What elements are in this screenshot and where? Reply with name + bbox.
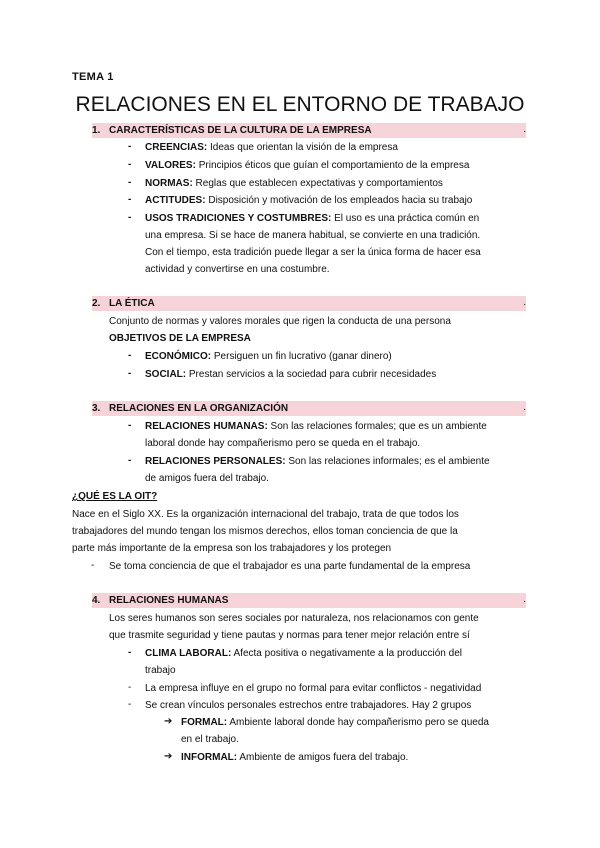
list-item-continuation: trabajo <box>145 665 176 676</box>
arrow-bullet-icon: ➔ <box>164 716 173 727</box>
list-item: Se toma conciencia de que el trabajador es una parte fundamental de la empresa <box>109 561 471 572</box>
list-item: RELACIONES PERSONALES: Son las relaciones informales; es el ambiente <box>145 456 490 467</box>
bullet-dash: - <box>128 194 132 205</box>
bullet-dash: - <box>128 647 132 658</box>
sub-list-item-continuation: en el trabajo. <box>181 734 239 745</box>
paragraph-line: Los seres humanos son seres sociales por naturaleza, nos relacionamos con gente <box>109 613 479 624</box>
section-title: RELACIONES EN LA ORGANIZACIÓN <box>109 403 289 414</box>
section-title: LA ÉTICA <box>109 298 155 309</box>
list-item: La empresa influye en el grupo no formal para evitar conflictos - negatividad <box>145 683 482 694</box>
list-item: CREENCIAS: Ideas que orientan la visión de la empresa <box>145 142 398 153</box>
section-number: 1. <box>92 125 101 136</box>
bullet-dash: - <box>128 699 132 710</box>
section-2-heading <box>92 296 526 311</box>
bullet-dash: - <box>128 141 132 152</box>
tema-label: TEMA 1 <box>72 71 114 83</box>
list-item: USOS TRADICIONES Y COSTUMBRES: El uso es una práctica común en <box>145 213 480 224</box>
bullet-dash: - <box>128 159 132 170</box>
section-title: RELACIONES HUMANAS <box>109 595 229 606</box>
bullet-dash: - <box>128 682 132 693</box>
bullet-dash: - <box>91 560 95 571</box>
paragraph-line: que trasmite seguridad y tiene pautas y normas para tener mejor relación entre sí <box>109 630 470 641</box>
bullet-dash: - <box>128 420 132 431</box>
arrow-bullet-icon: ➔ <box>164 751 173 762</box>
bullet-dash: - <box>128 177 132 188</box>
list-item-continuation: actividad y convertirse en una costumbre. <box>145 264 330 275</box>
section-title: CARACTERÍSTICAS DE LA CULTURA DE LA EMPRESA <box>109 125 372 136</box>
section-dot: . <box>523 594 526 605</box>
list-item: VALORES: Principios éticos que guían el comportamiento de la empresa <box>145 160 470 171</box>
list-item: NORMAS: Reglas que establecen expectativas y comportamientos <box>145 178 443 189</box>
list-item: Se crean vínculos personales estrechos entre trabajadores. Hay 2 grupos <box>145 700 472 711</box>
paragraph-line: parte más importante de la empresa son los trabajadores y los protegen <box>72 543 392 554</box>
oit-heading: ¿QUÉ ES LA OIT? <box>72 491 158 502</box>
bullet-dash: - <box>128 212 132 223</box>
section-number: 2. <box>92 298 101 309</box>
bullet-dash: - <box>128 350 132 361</box>
section-number: 4. <box>92 595 101 606</box>
sub-list-item: FORMAL: Ambiente laboral donde hay compañerismo pero se queda <box>181 717 489 728</box>
list-item-continuation: Con el tiempo, esta tradición puede llegar a ser la única forma de hacer esa <box>145 247 481 258</box>
bullet-dash: - <box>128 455 132 466</box>
section-dot: . <box>523 124 526 135</box>
section-3-heading <box>92 401 526 416</box>
list-item: CLIMA LABORAL: Afecta positiva o negativamente a la producción del <box>145 648 462 659</box>
list-item: SOCIAL: Prestan servicios a la sociedad para cubrir necesidades <box>145 369 437 380</box>
section-dot: . <box>523 297 526 308</box>
sub-list-item: INFORMAL: Ambiente de amigos fuera del trabajo. <box>181 752 409 763</box>
paragraph-line: Nace en el Siglo XX. Es la organización internacional del trabajo, trata de que todos los <box>72 509 459 520</box>
bullet-dash: - <box>128 368 132 379</box>
section-4-heading <box>92 593 526 608</box>
list-item: ECONÓMICO: Persiguen un fin lucrativo (ganar dinero) <box>145 351 392 362</box>
section-dot: . <box>523 402 526 413</box>
list-item: RELACIONES HUMANAS: Son las relaciones formales; que es un ambiente <box>145 421 487 432</box>
list-item-continuation: una empresa. Si se hace de manera habitual, se convierte en una tradición. <box>145 230 481 241</box>
list-item-continuation: laboral donde hay compañerismo pero se queda en el trabajo. <box>145 438 421 449</box>
list-item: ACTITUDES: Disposición y motivación de los empleados hacia su trabajo <box>145 195 473 206</box>
page-title: RELACIONES EN EL ENTORNO DE TRABAJO <box>75 93 525 116</box>
paragraph: Conjunto de normas y valores morales que rigen la conducta de una persona <box>109 316 451 327</box>
paragraph-line: trabajadores del mundo tengan los mismos derechos, ellos toman conciencia de que la <box>72 526 458 537</box>
section-1-heading <box>92 123 526 138</box>
section-number: 3. <box>92 403 101 414</box>
list-item-continuation: de amigos fuera del trabajo. <box>145 473 269 484</box>
subheading: OBJETIVOS DE LA EMPRESA <box>109 333 251 344</box>
